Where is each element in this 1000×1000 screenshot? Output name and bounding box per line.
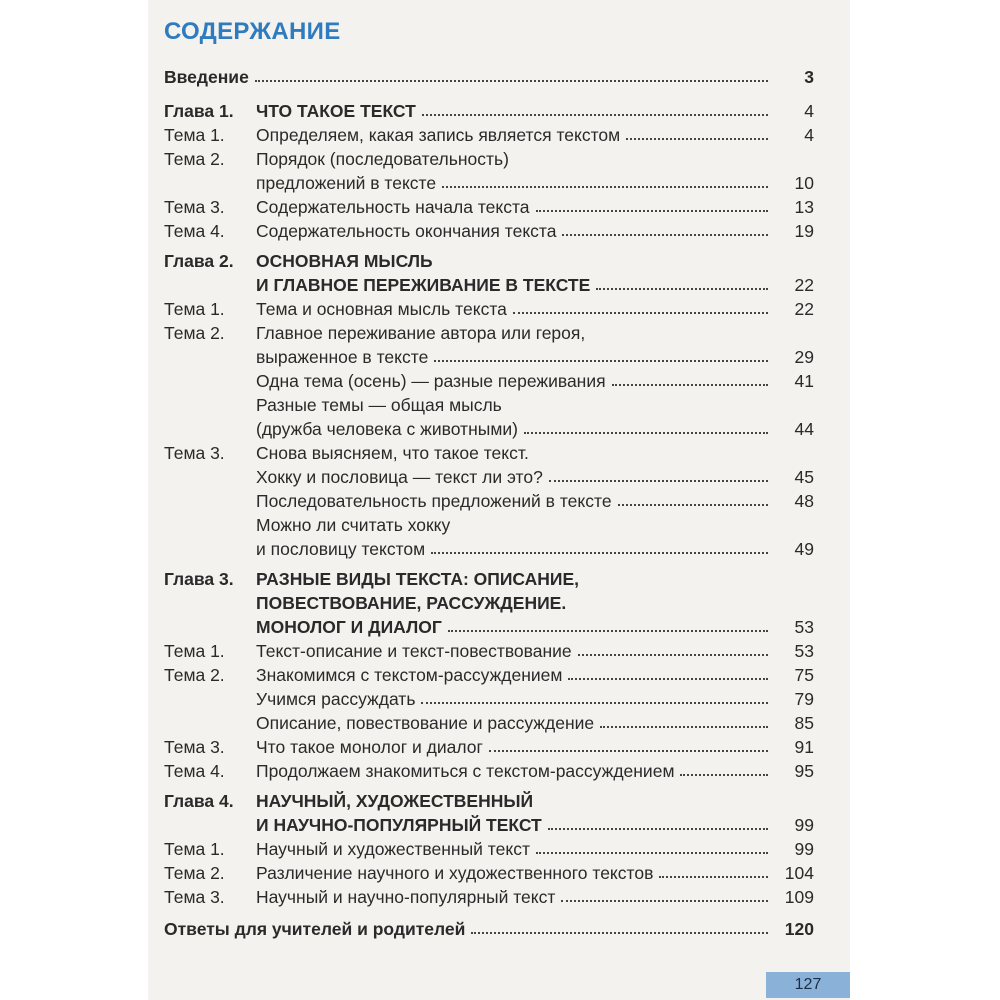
toc-entry — [164, 756, 814, 782]
toc-entry-label: Тема 3. — [164, 443, 225, 463]
toc-entry-page: 91 — [794, 737, 814, 757]
leader-dots — [434, 360, 768, 362]
toc-entry — [164, 438, 814, 464]
leader-dots — [536, 852, 768, 854]
toc-entry-page: 41 — [794, 371, 814, 391]
toc-entry-text: Хокку и пословица — текст ли это? — [256, 467, 543, 487]
toc-entry — [164, 216, 814, 242]
toc-entry-text: Различение научного и художественного текстов — [256, 863, 654, 883]
toc-entry-intro — [164, 62, 814, 88]
toc-entry — [164, 684, 814, 710]
toc-entry-text: Снова выясняем, что такое текст. — [256, 443, 529, 463]
toc-entry-page: 22 — [794, 299, 814, 319]
toc-entry — [164, 342, 814, 368]
toc-entry-text: Продолжаем знакомиться с текстом-рассуждением — [256, 761, 675, 781]
toc-entry — [164, 168, 814, 194]
leader-dots — [448, 630, 768, 632]
toc-chapter-4-cont — [164, 810, 814, 836]
toc-entry — [164, 120, 814, 146]
toc-entry-page: 48 — [794, 491, 814, 511]
toc-entry-text: Что такое монолог и диалог — [256, 737, 483, 757]
toc-entry-text: Определяем, какая запись является текстом — [256, 125, 621, 145]
toc-entry-text: предложений в тексте — [256, 173, 437, 193]
toc-entry-page: 4 — [804, 101, 814, 121]
leader-dots — [626, 138, 768, 140]
toc-entry-text: Можно ли считать хокку — [256, 515, 451, 535]
toc-entry — [164, 366, 814, 392]
toc-entry — [164, 882, 814, 908]
toc-entry-page: 10 — [794, 173, 814, 193]
toc-entry-label: Тема 2. — [164, 149, 225, 169]
toc-entry-text: выраженное в тексте — [256, 347, 429, 367]
toc-entry-text: Содержательность начала текста — [256, 197, 530, 217]
toc-entry-page: 120 — [784, 919, 814, 939]
toc-entry-page: 4 — [804, 125, 814, 145]
toc-entry-answers — [164, 914, 814, 940]
toc-entry-label: Тема 4. — [164, 761, 225, 781]
leader-dots — [680, 774, 768, 776]
toc-entry — [164, 294, 814, 320]
toc-entry-page: 29 — [794, 347, 814, 367]
toc-entry-text: Описание, повествование и рассуждение — [256, 713, 595, 733]
leader-dots — [612, 384, 768, 386]
toc-chapter-2 — [164, 246, 814, 272]
toc-entry-text: Текст-описание и текст-повествование — [256, 641, 572, 661]
toc-entry-text: МОНОЛОГ И ДИАЛОГ — [256, 617, 442, 637]
toc-entry-text: Одна тема (осень) — разные переживания — [256, 371, 606, 391]
toc-entry-page: 104 — [784, 863, 814, 883]
toc-entry-page: 3 — [804, 67, 814, 87]
toc-entry-label: Введение — [164, 67, 249, 87]
toc-entry-text: Тема и основная мысль текста — [256, 299, 507, 319]
toc-entry-label: Тема 2. — [164, 863, 225, 883]
toc-entry — [164, 414, 814, 440]
toc-entry-label: Глава 3. — [164, 569, 234, 589]
toc-entry-label: Глава 4. — [164, 791, 234, 811]
toc-entry-text: ЧТО ТАКОЕ ТЕКСТ — [256, 101, 416, 121]
toc-entry — [164, 462, 814, 488]
toc-entry-text: И НАУЧНО-ПОПУЛЯРНЫЙ ТЕКСТ — [256, 815, 542, 835]
toc-entry-label: Тема 3. — [164, 737, 225, 757]
toc-entry-text: Научный и научно-популярный текст — [256, 887, 556, 907]
toc-entry-label: Тема 4. — [164, 221, 225, 241]
leader-dots — [600, 726, 768, 728]
toc-entry-text: (дружба человека с животными) — [256, 419, 518, 439]
toc-entry-label: Ответы для учителей и родителей — [164, 919, 466, 939]
toc-chapter-4 — [164, 786, 814, 812]
leader-dots — [549, 480, 768, 482]
toc-entry-label: Тема 1. — [164, 299, 225, 319]
toc-entry — [164, 192, 814, 218]
toc-entry — [164, 834, 814, 860]
toc-entry-label: Тема 3. — [164, 887, 225, 907]
toc-entry-text: Разные темы — общая мысль — [256, 395, 502, 415]
leader-dots — [568, 678, 768, 680]
toc-entry-label: Тема 3. — [164, 197, 225, 217]
leader-dots — [442, 186, 768, 188]
toc-entry-page: 19 — [794, 221, 814, 241]
toc-entry — [164, 732, 814, 758]
toc-entry — [164, 318, 814, 344]
toc-entry-page: 13 — [794, 197, 814, 217]
toc-chapter-1 — [164, 96, 814, 122]
toc-entry — [164, 708, 814, 734]
leader-dots — [524, 432, 768, 434]
toc-entry-text: Главное переживание автора или героя, — [256, 323, 586, 343]
toc-entry-text: И ГЛАВНОЕ ПЕРЕЖИВАНИЕ В ТЕКСТЕ — [256, 275, 591, 295]
toc-entry-text: Знакомимся с текстом-рассуждением — [256, 665, 563, 685]
toc-entry-page: 95 — [794, 761, 814, 781]
toc-entry-page: 49 — [794, 539, 814, 559]
leader-dots — [422, 114, 768, 116]
toc-chapter-3 — [164, 564, 814, 590]
toc-entry-page: 79 — [794, 689, 814, 709]
toc-entry-label: Тема 1. — [164, 641, 225, 661]
toc-entry-page: 44 — [794, 419, 814, 439]
toc-entry-page: 109 — [784, 887, 814, 907]
toc-entry-text: Учимся рассуждать — [256, 689, 416, 709]
toc-entry-page: 53 — [794, 641, 814, 661]
toc-entry-label: Тема 1. — [164, 125, 225, 145]
toc-entry-page: 85 — [794, 713, 814, 733]
toc-entry — [164, 486, 814, 512]
toc-entry-label: Тема 2. — [164, 323, 225, 343]
leader-dots — [513, 312, 768, 314]
toc-entry-page: 99 — [794, 815, 814, 835]
toc-entry-text: Порядок (последовательность) — [256, 149, 509, 169]
toc-entry — [164, 660, 814, 686]
toc-entry-text: ПОВЕСТВОВАНИЕ, РАССУЖДЕНИЕ. — [256, 593, 567, 613]
toc-entry — [164, 858, 814, 884]
toc-entry-text: РАЗНЫЕ ВИДЫ ТЕКСТА: ОПИСАНИЕ, — [256, 569, 580, 589]
toc-entry — [164, 390, 814, 416]
page-title: СОДЕРЖАНИЕ — [164, 18, 341, 45]
toc-entry-page: 22 — [794, 275, 814, 295]
leader-dots — [596, 288, 768, 290]
page-number: 127 — [794, 976, 822, 993]
leader-dots — [578, 654, 768, 656]
toc-entry-label: Тема 1. — [164, 839, 225, 859]
leader-dots — [561, 900, 768, 902]
toc-entry — [164, 510, 814, 536]
toc-entry-label: Глава 1. — [164, 101, 234, 121]
toc-entry-text: ОСНОВНАЯ МЫСЛЬ — [256, 251, 433, 271]
toc-entry — [164, 636, 814, 662]
toc-chapter-2-cont — [164, 270, 814, 296]
toc-entry-text: НАУЧНЫЙ, ХУДОЖЕСТВЕННЫЙ — [256, 791, 534, 811]
toc-entry-page: 75 — [794, 665, 814, 685]
toc-entry-text: Содержательность окончания текста — [256, 221, 557, 241]
leader-dots — [489, 750, 768, 752]
leader-dots — [471, 932, 768, 934]
toc-entry-label: Глава 2. — [164, 251, 234, 271]
toc-entry — [164, 144, 814, 170]
leader-dots — [255, 80, 768, 82]
toc-entry-label: Тема 2. — [164, 665, 225, 685]
leader-dots — [548, 828, 768, 830]
leader-dots — [536, 210, 768, 212]
toc-chapter-3-cont — [164, 612, 814, 638]
leader-dots — [659, 876, 768, 878]
leader-dots — [431, 552, 768, 554]
toc-entry — [164, 534, 814, 560]
toc-entry-text: Научный и художественный текст — [256, 839, 530, 859]
toc-entry-text: Последовательность предложений в тексте — [256, 491, 612, 511]
toc-entry-page: 45 — [794, 467, 814, 487]
toc-entry-text: и пословицу текстом — [256, 539, 426, 559]
leader-dots — [421, 702, 768, 704]
toc-chapter-3-cont — [164, 588, 814, 614]
leader-dots — [562, 234, 768, 236]
toc-entry-page: 53 — [794, 617, 814, 637]
toc-entry-page: 99 — [794, 839, 814, 859]
leader-dots — [618, 504, 768, 506]
